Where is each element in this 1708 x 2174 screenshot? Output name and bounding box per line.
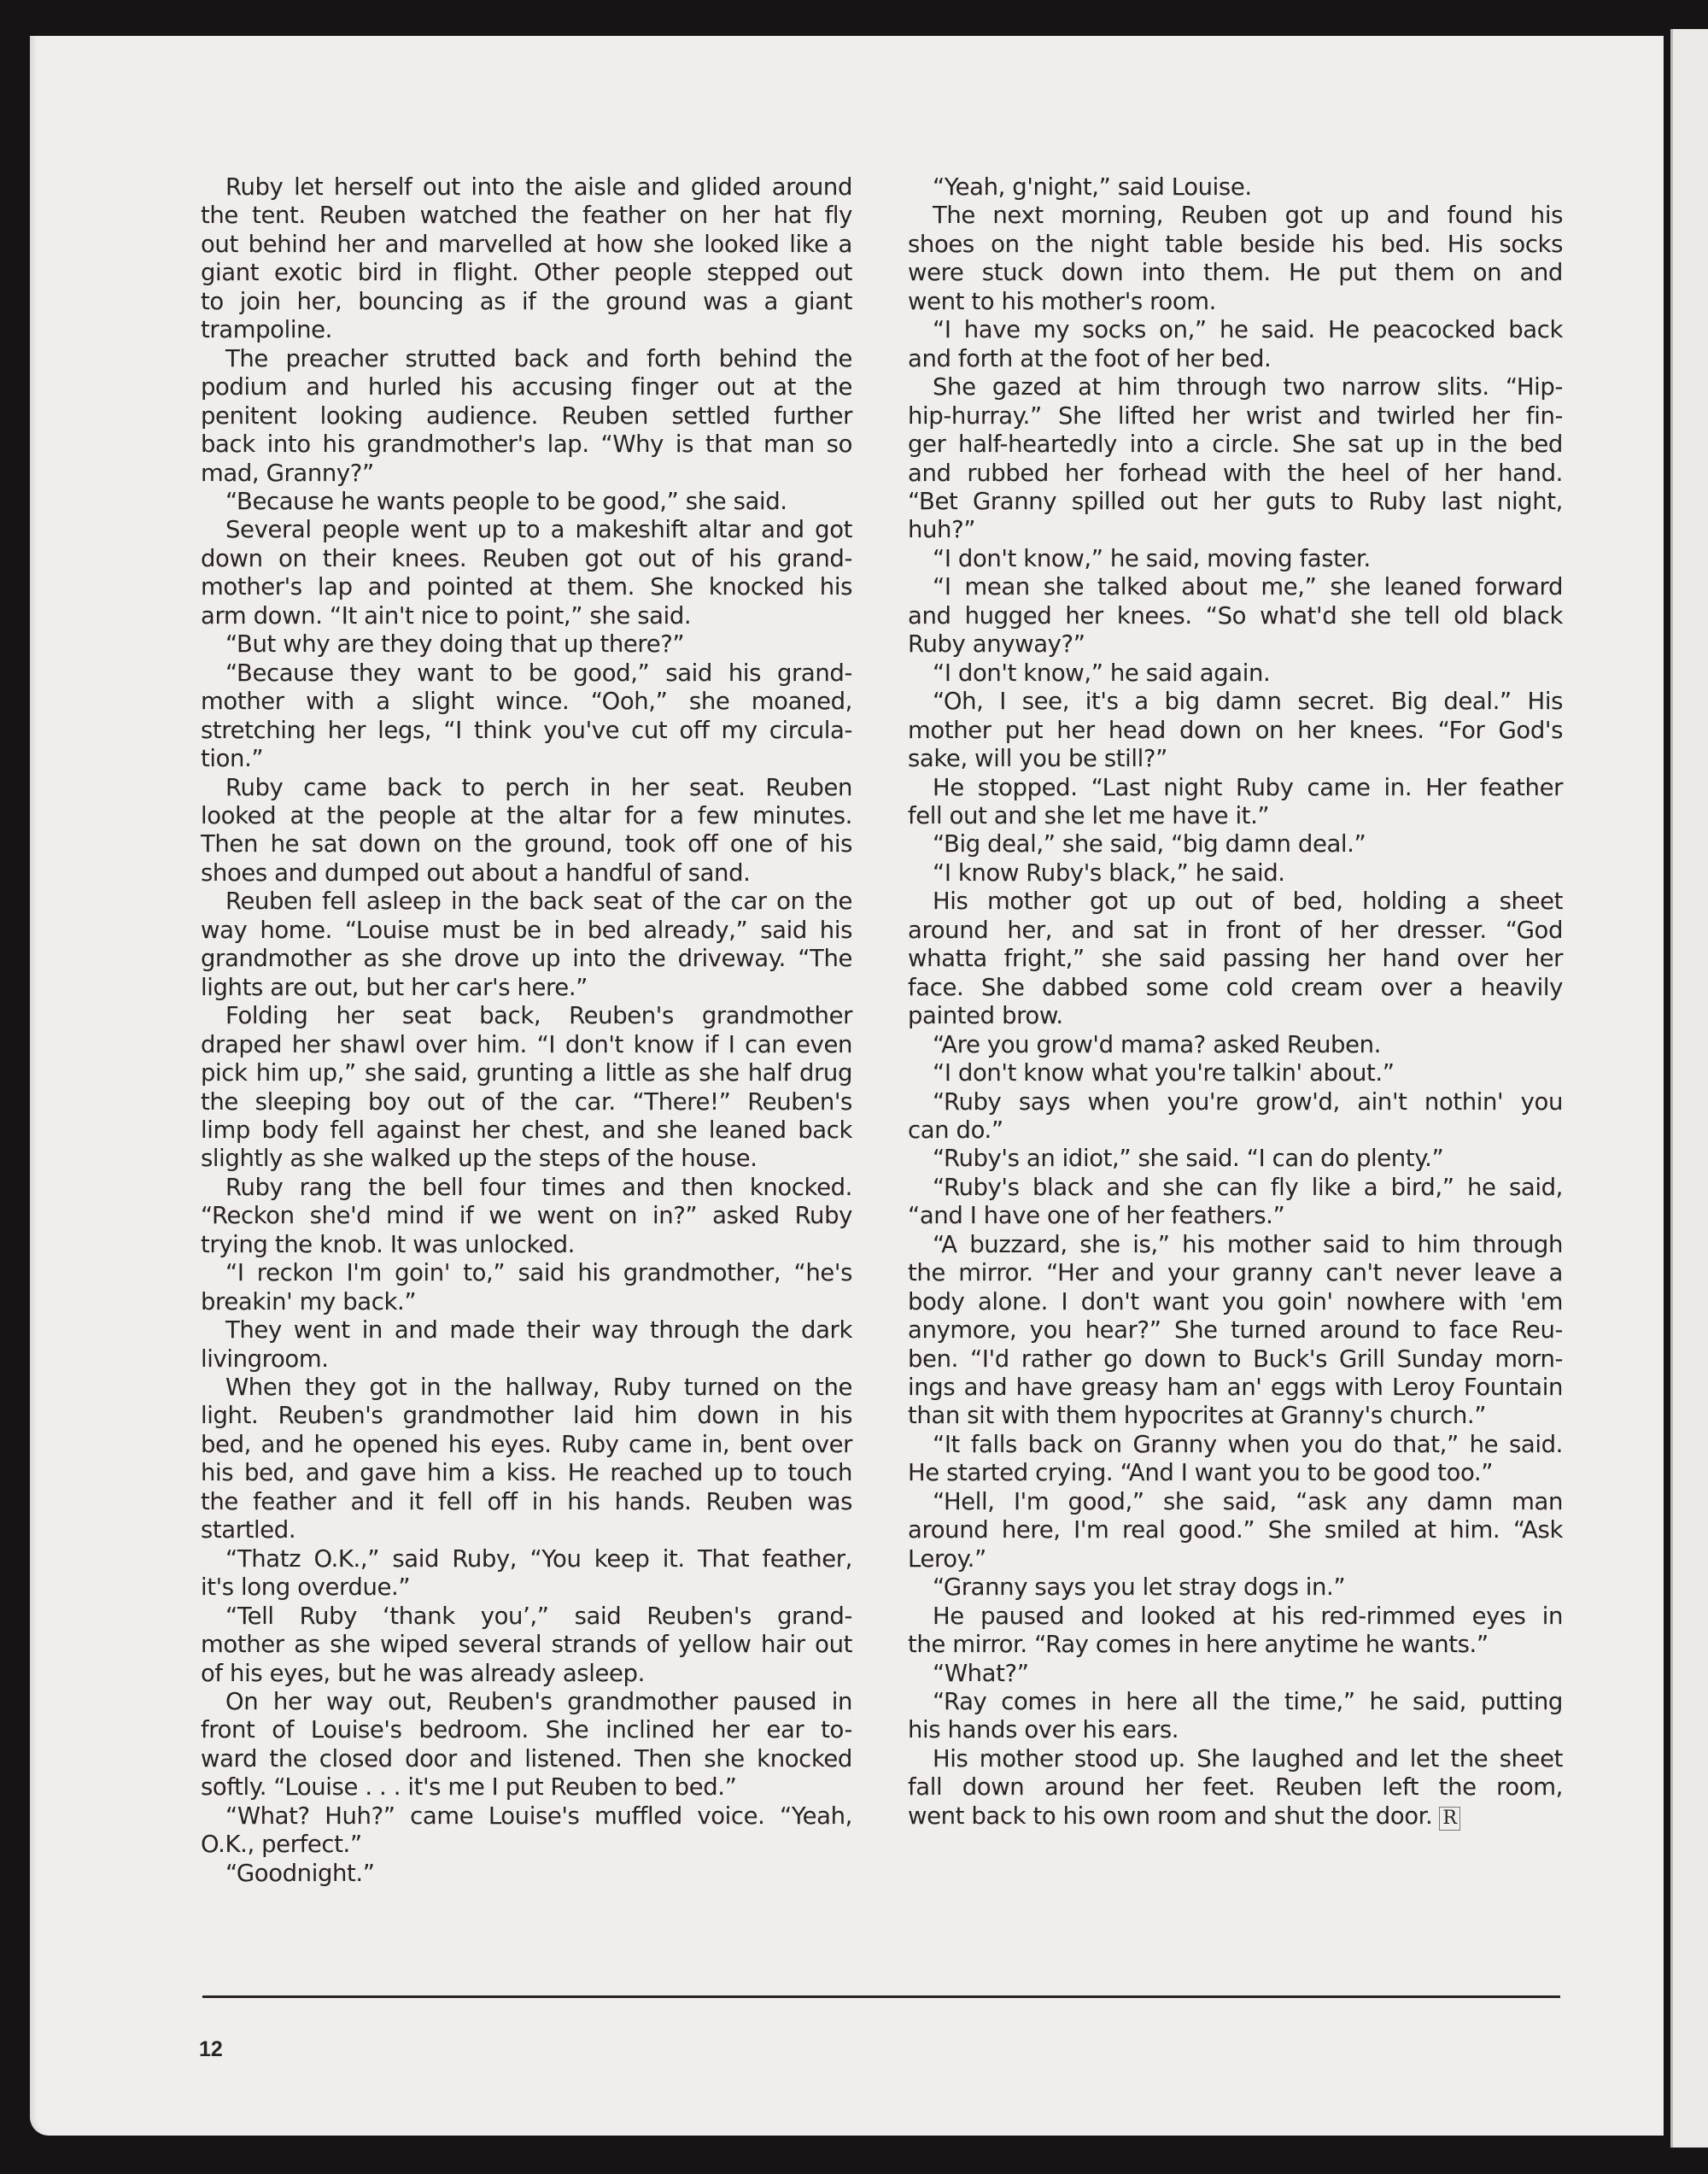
text-line bbox=[201, 917, 852, 945]
text-line bbox=[201, 1660, 852, 1688]
text-line-content: face. She dabbed some cold cream over a heavily bbox=[908, 973, 1563, 1001]
text-line bbox=[908, 1031, 1563, 1059]
paragraph bbox=[908, 1431, 1563, 1488]
text-line-content: mother put her head down on her knees. “For God's bbox=[908, 716, 1563, 744]
paragraph bbox=[201, 1316, 852, 1374]
text-line bbox=[201, 630, 852, 659]
footer-rule bbox=[202, 1995, 1560, 1998]
paragraph bbox=[908, 573, 1563, 659]
paragraph bbox=[201, 630, 852, 659]
text-line-content: O.K., perfect.” bbox=[201, 1831, 362, 1859]
text-line-content: front of Louise's bedroom. She inclined her ear to- bbox=[201, 1716, 852, 1744]
text-line-content: startled. bbox=[201, 1516, 296, 1544]
paragraph bbox=[201, 1603, 852, 1688]
paragraph bbox=[201, 173, 852, 345]
text-line-content: “Ruby's black and she can fly like a bird,” he said, bbox=[933, 1173, 1563, 1201]
text-line bbox=[908, 802, 1563, 830]
text-line-content: He stopped. “Last night Ruby came in. Her feather bbox=[933, 773, 1563, 801]
text-line bbox=[908, 717, 1563, 745]
text-line bbox=[908, 1802, 1563, 1831]
text-line bbox=[201, 859, 852, 888]
text-line bbox=[908, 945, 1563, 973]
text-line-content: He paused and looked at his red-rimmed eyes in bbox=[933, 1602, 1563, 1630]
text-line-content: anymore, you hear?” She turned around to face Reu- bbox=[908, 1316, 1563, 1345]
text-line-content: ben. “I'd rather go down to Buck's Grill Sunday morn- bbox=[908, 1345, 1563, 1373]
text-line bbox=[908, 830, 1563, 858]
paragraph bbox=[908, 173, 1563, 202]
text-line bbox=[908, 1603, 1563, 1631]
text-line bbox=[201, 1831, 852, 1859]
text-line bbox=[201, 1773, 852, 1802]
paragraph bbox=[908, 1573, 1563, 1602]
text-line bbox=[201, 173, 852, 202]
text-line bbox=[201, 1002, 852, 1030]
text-line-content: “Yeah, g'night,” said Louise. bbox=[933, 173, 1252, 201]
text-line-content: mother's lap and pointed at them. She knocked his bbox=[201, 573, 852, 601]
paragraph bbox=[201, 516, 852, 630]
text-line bbox=[908, 402, 1563, 431]
text-line-content: the feather and it fell off in his hands. Reuben was bbox=[201, 1487, 852, 1515]
text-line-content: livingroom. bbox=[201, 1345, 329, 1373]
paragraph bbox=[201, 1259, 852, 1316]
text-line-content: were stuck down into them. He put them on and bbox=[908, 259, 1563, 287]
text-line-content: to join her, bouncing as if the ground was a giant bbox=[201, 287, 852, 315]
paragraph bbox=[908, 1088, 1563, 1146]
text-line bbox=[201, 602, 852, 630]
text-line-content: On her way out, Reuben's grandmother paused in bbox=[225, 1688, 852, 1716]
paragraph bbox=[908, 688, 1563, 773]
text-line-content: around her, and sat in front of her dresser. “God bbox=[908, 916, 1563, 944]
text-line bbox=[201, 1631, 852, 1659]
text-line bbox=[908, 173, 1563, 202]
text-line-content: “I don't know what you're talkin' about.” bbox=[933, 1059, 1395, 1087]
text-line bbox=[908, 1573, 1563, 1602]
end-mark-logo: R bbox=[1439, 1807, 1459, 1831]
text-line-content: light. Reuben's grandmother laid him down in his bbox=[201, 1402, 852, 1430]
text-line bbox=[908, 602, 1563, 630]
text-line-content: “Are you grow'd mama? asked Reuben. bbox=[933, 1030, 1382, 1058]
text-line bbox=[201, 259, 852, 287]
text-line bbox=[201, 1031, 852, 1059]
text-line-content: Leroy.” bbox=[908, 1544, 986, 1573]
text-line bbox=[201, 945, 852, 973]
text-line-content: whatta fright,” she said passing her hand over her bbox=[908, 945, 1563, 973]
text-line-content: “I don't know,” he said again. bbox=[933, 659, 1271, 687]
text-line-content: went back to his own room and shut the door. bbox=[908, 1802, 1433, 1830]
text-line bbox=[908, 516, 1563, 544]
text-line-content: and rubbed her forhead with the heel of her hand. bbox=[908, 459, 1563, 487]
paragraph bbox=[201, 1374, 852, 1545]
text-line-content: His mother stood up. She laughed and let the sheet bbox=[933, 1744, 1563, 1773]
text-line bbox=[201, 1573, 852, 1602]
text-line bbox=[201, 1716, 852, 1744]
text-line bbox=[908, 1174, 1563, 1202]
text-line-content: the sleeping boy out of the car. “There!” Reuben's bbox=[201, 1087, 852, 1116]
paragraph bbox=[908, 1660, 1563, 1688]
text-line bbox=[908, 1288, 1563, 1316]
paragraph bbox=[201, 1545, 852, 1603]
text-line-content: bed, and he opened his eyes. Ruby came in, bent over bbox=[201, 1430, 852, 1458]
text-line bbox=[908, 1459, 1563, 1487]
text-line bbox=[908, 1374, 1563, 1402]
text-line-content: draped her shawl over him. “I don't know if I can even bbox=[201, 1030, 852, 1058]
text-line-content: “I have my socks on,” he said. He peacocked back bbox=[933, 316, 1563, 344]
text-line-content: “I reckon I'm goin' to,” said his grandmother, “he's bbox=[225, 1259, 852, 1287]
text-line-content: His mother got up out of bed, holding a sheet bbox=[933, 888, 1563, 916]
text-line-content: “Granny says you let stray dogs in.” bbox=[933, 1573, 1346, 1602]
text-line bbox=[908, 1660, 1563, 1688]
paragraph bbox=[908, 1031, 1563, 1059]
text-line bbox=[201, 1603, 852, 1631]
text-line bbox=[201, 1488, 852, 1516]
text-line bbox=[908, 1345, 1563, 1374]
text-line-content: “Bet Granny spilled out her guts to Ruby last night, bbox=[908, 487, 1563, 515]
text-line bbox=[908, 1716, 1563, 1744]
paragraph bbox=[908, 1488, 1563, 1573]
text-line bbox=[201, 1202, 852, 1230]
text-line bbox=[201, 1459, 852, 1487]
paragraph bbox=[908, 1174, 1563, 1231]
text-line bbox=[201, 488, 852, 516]
text-line-content: She gazed at him through two narrow slits. “Hip- bbox=[933, 373, 1563, 401]
text-line bbox=[201, 1116, 852, 1145]
text-line bbox=[201, 460, 852, 488]
text-line bbox=[201, 516, 852, 544]
text-line bbox=[908, 774, 1563, 802]
text-line-content: “and I have one of her feathers.” bbox=[908, 1202, 1285, 1230]
text-line bbox=[908, 1431, 1563, 1459]
text-line-content: the tent. Reuben watched the feather on her hat fly bbox=[201, 202, 852, 230]
text-line-content: Ruby let herself out into the aisle and glided around bbox=[225, 173, 852, 201]
text-line bbox=[908, 231, 1563, 259]
text-line-content: arm down. “It ain't nice to point,” she said. bbox=[201, 601, 692, 630]
text-line bbox=[908, 1402, 1563, 1430]
text-line-content: “Thatz O.K.,” said Ruby, “You keep it. That feather, bbox=[225, 1544, 852, 1573]
text-line-content: The preacher strutted back and forth behind the bbox=[225, 344, 852, 372]
text-line-content: lights are out, but her car's here.” bbox=[201, 973, 588, 1001]
text-line bbox=[908, 345, 1563, 373]
text-line bbox=[908, 1002, 1563, 1030]
right-text-column bbox=[908, 173, 1563, 1831]
page-number: 12 bbox=[199, 2037, 223, 2061]
text-line-content: ward the closed door and listened. Then she knocked bbox=[201, 1744, 852, 1773]
text-line-content: limp body fell against her chest, and she leaned back bbox=[201, 1116, 852, 1144]
paragraph bbox=[908, 888, 1563, 1030]
text-line bbox=[908, 1545, 1563, 1573]
text-line-content: grandmother as she drove up into the driveway. “The bbox=[201, 945, 852, 973]
paragraph bbox=[201, 488, 852, 516]
paragraph bbox=[908, 1231, 1563, 1431]
paragraph bbox=[201, 1002, 852, 1174]
text-line bbox=[908, 1259, 1563, 1287]
text-line bbox=[201, 1516, 852, 1544]
text-line-content: sake, will you be still?” bbox=[908, 745, 1167, 773]
text-line-content: He started crying. “And I want you to be good too.” bbox=[908, 1459, 1494, 1487]
text-line bbox=[908, 431, 1563, 459]
text-line-content: body alone. I don't want you goin' nowhere with 'em bbox=[908, 1287, 1563, 1316]
text-line-content: pick him up,” she said, grunting a little as she half drug bbox=[201, 1059, 852, 1087]
text-line bbox=[201, 373, 852, 401]
text-line bbox=[908, 1059, 1563, 1087]
paragraph bbox=[201, 1802, 852, 1860]
text-line-content: the mirror. “Her and your granny can't never leave a bbox=[908, 1259, 1563, 1287]
text-line-content: “Because they want to be good,” said his grand- bbox=[225, 659, 852, 687]
text-line-content: way home. “Louise must be in bed already,” said his bbox=[201, 916, 852, 944]
paragraph bbox=[908, 1745, 1563, 1831]
text-line bbox=[908, 1488, 1563, 1516]
text-line-content: trying the knob. It was unlocked. bbox=[201, 1230, 575, 1258]
left-text-column bbox=[201, 173, 852, 1888]
text-line-content: “Reckon she'd mind if we went on in?” asked Ruby bbox=[201, 1202, 852, 1230]
text-line-content: “But why are they doing that up there?” bbox=[225, 630, 685, 659]
text-line-content: down on their knees. Reuben got out of his grand- bbox=[201, 544, 852, 572]
text-line bbox=[908, 888, 1563, 916]
text-line-content: Ruby rang the bell four times and then knocked. bbox=[225, 1173, 852, 1201]
text-line-content: tion.” bbox=[201, 745, 264, 773]
text-line bbox=[201, 1745, 852, 1773]
text-line bbox=[201, 431, 852, 459]
text-line bbox=[201, 745, 852, 773]
text-line bbox=[201, 1145, 852, 1173]
text-line bbox=[908, 488, 1563, 516]
text-line-content: painted brow. bbox=[908, 1002, 1063, 1030]
paragraph bbox=[201, 1860, 852, 1888]
text-line bbox=[201, 1316, 852, 1345]
text-line-content: looked at the people at the altar for a few minutes. bbox=[201, 801, 852, 829]
text-line-content: penitent looking audience. Reuben settled further bbox=[201, 401, 852, 430]
text-line bbox=[201, 974, 852, 1002]
paragraph bbox=[201, 774, 852, 888]
text-line-content: breakin' my back.” bbox=[201, 1287, 417, 1316]
text-line-content: mad, Granny?” bbox=[201, 459, 374, 487]
text-line bbox=[201, 1402, 852, 1430]
paragraph bbox=[908, 545, 1563, 573]
text-line bbox=[201, 1374, 852, 1402]
text-line-content: “Hell, I'm good,” she said, “ask any damn man bbox=[933, 1487, 1563, 1515]
text-line bbox=[908, 573, 1563, 601]
paragraph bbox=[201, 888, 852, 1002]
text-line bbox=[908, 1145, 1563, 1173]
paragraph bbox=[908, 659, 1563, 688]
paragraph bbox=[908, 1059, 1563, 1087]
text-line-content: “Big deal,” she said, “big damn deal.” bbox=[933, 830, 1366, 858]
text-line-content: “A buzzard, she is,” his mother said to him through bbox=[933, 1230, 1563, 1258]
text-line bbox=[201, 288, 852, 316]
text-line-content: Then he sat down on the ground, took off one of his bbox=[201, 830, 852, 858]
text-line-content: fell out and she let me have it.” bbox=[908, 801, 1270, 829]
text-line-content: his hands over his ears. bbox=[908, 1716, 1179, 1744]
text-line-content: his bed, and gave him a kiss. He reached up to touch bbox=[201, 1459, 852, 1487]
paragraph bbox=[908, 1688, 1563, 1745]
text-line bbox=[908, 630, 1563, 659]
text-line bbox=[908, 1631, 1563, 1659]
paragraph bbox=[908, 774, 1563, 831]
text-line bbox=[201, 717, 852, 745]
text-line-content: “What?” bbox=[933, 1659, 1029, 1687]
text-line-content: trampoline. bbox=[201, 316, 332, 344]
text-line bbox=[201, 888, 852, 916]
text-line-content: around here, I'm real good.” She smiled at him. “Ask bbox=[908, 1516, 1563, 1544]
text-line bbox=[908, 1088, 1563, 1116]
text-line-content: “Oh, I see, it's a big damn secret. Big deal.” His bbox=[933, 688, 1563, 716]
text-line-content: “Ruby's an idiot,” she said. “I can do plenty.” bbox=[933, 1145, 1444, 1173]
text-line bbox=[201, 1345, 852, 1374]
text-line-content: stretching her legs, “I think you've cut off my circula- bbox=[201, 716, 852, 744]
text-line-content: podium and hurled his accusing finger out at the bbox=[201, 373, 852, 401]
text-line bbox=[908, 1516, 1563, 1544]
text-line bbox=[201, 774, 852, 802]
text-line-content: went to his mother's room. bbox=[908, 287, 1217, 315]
text-line-content: it's long overdue.” bbox=[201, 1573, 411, 1602]
text-line-content: “Ray comes in here all the time,” he said, putting bbox=[933, 1688, 1563, 1716]
text-line bbox=[201, 1431, 852, 1459]
text-line bbox=[908, 688, 1563, 716]
text-line-content: out behind her and marvelled at how she looked like a bbox=[201, 230, 852, 258]
paragraph bbox=[201, 1174, 852, 1259]
text-line bbox=[201, 1059, 852, 1087]
text-line bbox=[201, 830, 852, 858]
text-line bbox=[908, 745, 1563, 773]
text-line bbox=[908, 917, 1563, 945]
text-line-content: shoes and dumped out about a handful of sand. bbox=[201, 858, 751, 887]
text-line bbox=[201, 1688, 852, 1716]
text-line-content: Ruby anyway?” bbox=[908, 630, 1085, 659]
text-line-content: of his eyes, but he was already asleep. bbox=[201, 1659, 645, 1687]
text-line-content: hip-hurray.” She lifted her wrist and twirled her fin- bbox=[908, 401, 1563, 430]
text-line-content: mother with a slight wince. “Ooh,” she moaned, bbox=[201, 688, 852, 716]
text-line bbox=[201, 402, 852, 431]
text-line-content: mother as she wiped several strands of yellow hair out bbox=[201, 1631, 852, 1659]
text-line bbox=[908, 1773, 1563, 1802]
text-line-content: “It falls back on Granny when you do that,” he said. bbox=[933, 1430, 1563, 1458]
text-line bbox=[908, 1316, 1563, 1345]
text-line bbox=[201, 802, 852, 830]
text-line bbox=[908, 288, 1563, 316]
paragraph bbox=[908, 373, 1563, 545]
text-line bbox=[201, 1288, 852, 1316]
text-line-content: When they got in the hallway, Ruby turned on the bbox=[225, 1374, 852, 1402]
text-line-content: “Tell Ruby ‘thank you’,” said Reuben's grand- bbox=[225, 1602, 852, 1630]
text-line-content: the mirror. “Ray comes in here anytime he wants.” bbox=[908, 1631, 1489, 1659]
text-line-content: back into his grandmother's lap. “Why is that man so bbox=[201, 431, 852, 459]
paragraph bbox=[908, 1145, 1563, 1173]
paragraph bbox=[201, 345, 852, 488]
text-line-content: ings and have greasy ham an' eggs with Leroy Fountain bbox=[908, 1374, 1563, 1402]
text-line-content: fall down around her feet. Reuben left the room, bbox=[908, 1773, 1563, 1802]
text-line bbox=[908, 1116, 1563, 1145]
paragraph bbox=[908, 859, 1563, 888]
text-line-content: shoes on the night table beside his bed. His socks bbox=[908, 230, 1563, 258]
text-line-content: “What? Huh?” came Louise's muffled voice. “Yeah, bbox=[225, 1802, 852, 1830]
text-line-content: They went in and made their way through the dark bbox=[225, 1316, 852, 1345]
text-line bbox=[908, 859, 1563, 888]
text-line bbox=[908, 316, 1563, 344]
text-line bbox=[201, 202, 852, 230]
text-line bbox=[908, 659, 1563, 688]
text-line-content: “Goodnight.” bbox=[225, 1859, 375, 1887]
text-line-content: Several people went up to a makeshift altar and got bbox=[225, 516, 852, 544]
text-line-content: slightly as she walked up the steps of the house. bbox=[201, 1145, 757, 1173]
text-line bbox=[908, 202, 1563, 230]
text-line bbox=[908, 1202, 1563, 1230]
text-line bbox=[908, 974, 1563, 1002]
text-line bbox=[201, 1088, 852, 1116]
text-line bbox=[201, 1802, 852, 1831]
text-line bbox=[908, 259, 1563, 287]
text-line-content: giant exotic bird in flight. Other people stepped out bbox=[201, 259, 852, 287]
paragraph bbox=[908, 202, 1563, 316]
text-line-content: Reuben fell asleep in the back seat of the car on the bbox=[225, 888, 852, 916]
text-line-content: “I don't know,” he said, moving faster. bbox=[933, 544, 1371, 572]
text-line-content: huh?” bbox=[908, 516, 976, 544]
text-line bbox=[201, 316, 852, 344]
text-line bbox=[908, 1231, 1563, 1259]
text-line bbox=[201, 231, 852, 259]
text-line-content: ger half-heartedly into a circle. She sat up in the bed bbox=[908, 431, 1563, 459]
text-line bbox=[201, 1860, 852, 1888]
text-line bbox=[908, 1688, 1563, 1716]
text-line-content: Ruby came back to perch in her seat. Reuben bbox=[225, 773, 852, 801]
text-line-content: Folding her seat back, Reuben's grandmother bbox=[225, 1002, 852, 1030]
text-line bbox=[201, 573, 852, 601]
paragraph bbox=[201, 1688, 852, 1802]
text-line bbox=[201, 345, 852, 373]
text-line bbox=[201, 1231, 852, 1259]
text-line bbox=[908, 545, 1563, 573]
text-line-content: “I know Ruby's black,” he said. bbox=[933, 858, 1285, 887]
paragraph bbox=[908, 1603, 1563, 1660]
text-line-content: softly. “Louise . . . it's me I put Reuben to bed.” bbox=[201, 1773, 737, 1802]
text-line bbox=[908, 373, 1563, 401]
text-line-content: “Because he wants people to be good,” she said. bbox=[225, 487, 787, 515]
text-line bbox=[908, 1745, 1563, 1773]
adjacent-page-edge bbox=[1670, 29, 1708, 2148]
text-line-content: and forth at the foot of her bed. bbox=[908, 344, 1272, 372]
paragraph bbox=[908, 316, 1563, 373]
text-line-content: than sit with them hypocrites at Granny's church.” bbox=[908, 1402, 1487, 1430]
paragraph bbox=[201, 659, 852, 774]
text-line-content: The next morning, Reuben got up and found his bbox=[933, 202, 1563, 230]
text-line-content: “Ruby says when you're grow'd, ain't nothin' you bbox=[933, 1087, 1563, 1116]
text-line bbox=[201, 659, 852, 688]
text-line bbox=[201, 545, 852, 573]
text-line-content: and hugged her knees. “So what'd she tell old black bbox=[908, 601, 1563, 630]
text-line bbox=[201, 1545, 852, 1573]
text-line-content: “I mean she talked about me,” she leaned forward bbox=[933, 573, 1563, 601]
text-line bbox=[201, 688, 852, 716]
paragraph bbox=[908, 830, 1563, 858]
text-line-content: can do.” bbox=[908, 1116, 1003, 1144]
text-line bbox=[908, 460, 1563, 488]
text-line bbox=[201, 1259, 852, 1287]
text-line bbox=[201, 1174, 852, 1202]
